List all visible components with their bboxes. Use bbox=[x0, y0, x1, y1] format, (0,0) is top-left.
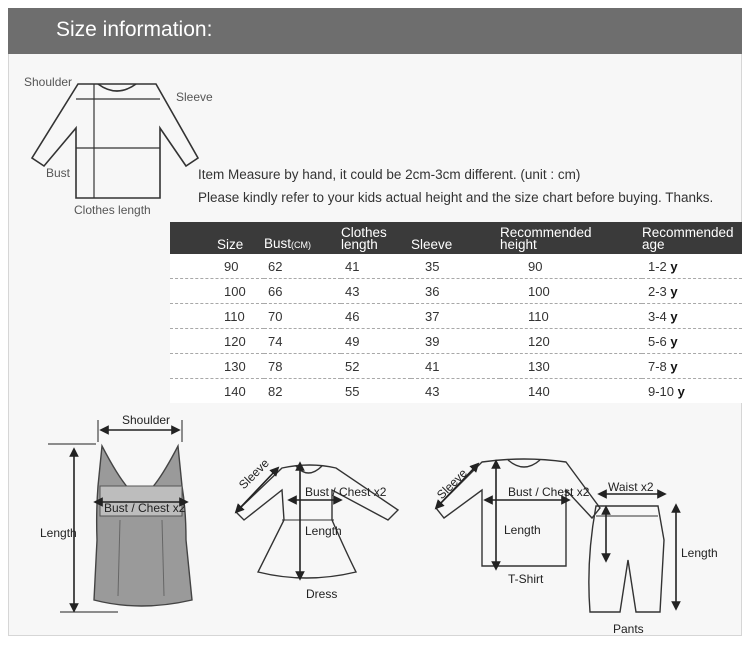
cell-clothes-length: 52 bbox=[341, 354, 411, 379]
vest-shape bbox=[94, 446, 192, 606]
cell-age: 1-2 y bbox=[642, 254, 742, 279]
col-bust: Bust(CM) bbox=[264, 222, 341, 254]
pants-waist-label: Waist x2 bbox=[608, 480, 654, 494]
cell-size: 130 bbox=[170, 354, 264, 379]
cell-height: 120 bbox=[500, 329, 642, 354]
cell-size: 120 bbox=[170, 329, 264, 354]
col-height: Recommended height bbox=[500, 222, 642, 254]
cell-bust: 62 bbox=[264, 254, 341, 279]
cell-bust: 82 bbox=[264, 379, 341, 404]
age-unit: y bbox=[670, 308, 678, 324]
tshirt-sleeve-label: Sleeve bbox=[434, 466, 470, 502]
dress-shape bbox=[236, 465, 398, 578]
vest-shoulder-label: Shoulder bbox=[122, 413, 171, 427]
dress-sleeve-label: Sleeve bbox=[236, 456, 272, 492]
cell-height: 140 bbox=[500, 379, 642, 404]
cell-bust: 66 bbox=[264, 279, 341, 304]
col-sleeve: Sleeve bbox=[411, 222, 500, 254]
cell-bust: 74 bbox=[264, 329, 341, 354]
sleeve-label: Sleeve bbox=[176, 90, 213, 104]
vest-diagram bbox=[48, 420, 192, 612]
tshirt-length-label: Length bbox=[504, 523, 541, 537]
cell-height: 100 bbox=[500, 279, 642, 304]
cell-height: 130 bbox=[500, 354, 642, 379]
cell-size: 110 bbox=[170, 304, 264, 329]
pants-caption: Pants bbox=[613, 622, 644, 636]
age-unit: y bbox=[670, 358, 678, 374]
cell-clothes-length: 46 bbox=[341, 304, 411, 329]
age-unit: y bbox=[670, 258, 678, 274]
tshirt-bust-label: Bust / Chest x2 bbox=[508, 485, 590, 499]
cell-age: 5-6 y bbox=[642, 329, 742, 354]
shoulder-label: Shoulder bbox=[24, 75, 73, 89]
vest-length-label: Length bbox=[40, 526, 77, 540]
cell-bust: 78 bbox=[264, 354, 341, 379]
cell-age: 7-8 y bbox=[642, 354, 742, 379]
tshirt-caption: T-Shirt bbox=[508, 572, 544, 586]
cell-height: 90 bbox=[500, 254, 642, 279]
pants-diagram bbox=[589, 494, 676, 612]
dress-bust-label: Bust / Chest x2 bbox=[305, 485, 387, 499]
cell-clothes-length: 55 bbox=[341, 379, 411, 404]
tshirt-collar bbox=[508, 460, 540, 467]
age-unit: y bbox=[677, 383, 685, 399]
cell-sleeve: 36 bbox=[411, 279, 500, 304]
cell-sleeve: 37 bbox=[411, 304, 500, 329]
kids-height-note: Please kindly refer to your kids actual height and the size chart before buying. Thanks. bbox=[198, 190, 714, 205]
cell-sleeve: 35 bbox=[411, 254, 500, 279]
col-size: Size bbox=[170, 222, 264, 254]
cell-size: 140 bbox=[170, 379, 264, 404]
cell-size: 90 bbox=[170, 254, 264, 279]
dress-caption: Dress bbox=[306, 587, 338, 601]
cell-clothes-length: 49 bbox=[341, 329, 411, 354]
pants-shape bbox=[589, 506, 664, 612]
cell-age: 3-4 y bbox=[642, 304, 742, 329]
cell-height: 110 bbox=[500, 304, 642, 329]
dress-length-label: Length bbox=[305, 524, 342, 538]
cell-sleeve: 39 bbox=[411, 329, 500, 354]
cell-sleeve: 41 bbox=[411, 354, 500, 379]
vest-bust-label: Bust / Chest x2 bbox=[104, 501, 186, 515]
dress-diagram bbox=[236, 465, 398, 578]
cell-age: 2-3 y bbox=[642, 279, 742, 304]
cell-bust: 70 bbox=[264, 304, 341, 329]
age-unit: y bbox=[670, 333, 678, 349]
cell-clothes-length: 43 bbox=[341, 279, 411, 304]
cell-clothes-length: 41 bbox=[341, 254, 411, 279]
clothes-length-label: Clothes length bbox=[74, 203, 151, 217]
bust-label: Bust bbox=[46, 166, 71, 180]
measure-note: Item Measure by hand, it could be 2cm-3cm different. (unit : cm) bbox=[198, 167, 581, 182]
section-title: Size information: bbox=[56, 18, 213, 41]
col-clothes-length: Clothes length bbox=[341, 222, 411, 254]
cell-sleeve: 43 bbox=[411, 379, 500, 404]
pants-length-label: Length bbox=[681, 546, 718, 560]
cell-age: 9-10 y bbox=[642, 379, 742, 404]
cell-size: 100 bbox=[170, 279, 264, 304]
age-unit: y bbox=[670, 283, 678, 299]
col-age: Recommended age bbox=[642, 222, 742, 254]
